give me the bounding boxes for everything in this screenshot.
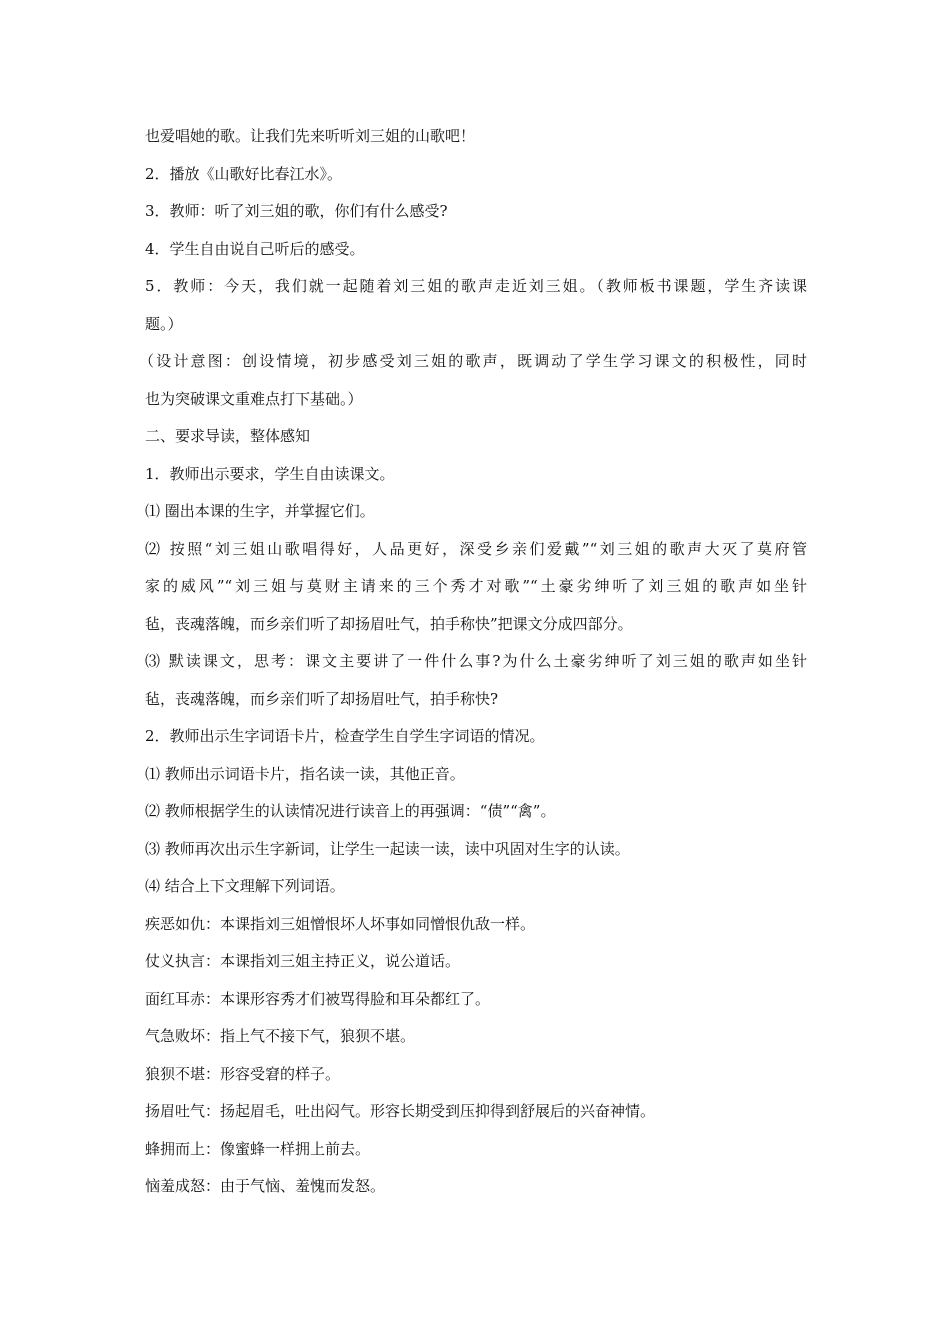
- text-line: 4．学生自由说自己听后的感受。: [145, 239, 365, 258]
- text-line: 3．教师：听了刘三姐的歌，你们有什么感受?: [145, 202, 448, 220]
- text-line: 1．教师出示要求，学生自由读课文。: [145, 464, 395, 483]
- vocabulary-entry: 仗义执言：本课指刘三姐主持正义，说公道话。: [145, 952, 461, 970]
- text-line: 也为突破课文重难点打下基础。）: [145, 389, 363, 408]
- text-line: ⑴ 教师出示词语卡片，指名读一读，其他正音。: [145, 764, 465, 783]
- text-line: 家的威风”“刘三姐与莫财主请来的三个秀才对歌”“土豪劣绅听了刘三姐的歌声如坐针: [145, 577, 807, 595]
- vocabulary-entry: 气急败坏：指上气不接下气，狼狈不堪。: [145, 1027, 416, 1045]
- text-line: （设计意图：创设情境，初步感受刘三姐的歌声，既调动了学生学习课文的积极性，同时: [139, 352, 807, 370]
- text-line: 毡，丧魂落魄，而乡亲们听了却扬眉吐气，拍手称快?: [145, 689, 499, 708]
- text-line: 也爱唱她的歌。让我们先来听听刘三姐的山歌吧！: [145, 127, 476, 145]
- text-line: 5．教师：今天，我们就一起随着刘三姐的歌声走近刘三姐。（教师板书课题，学生齐读课: [145, 277, 807, 295]
- text-line: ⑵ 按照“刘三姐山歌唱得好，人品更好，深受乡亲们爱戴”“刘三姐的歌声大灭了莫府管: [145, 539, 807, 558]
- vocabulary-entry: 蜂拥而上：像蜜蜂一样拥上前去。: [145, 1139, 371, 1158]
- text-line: ⑶ 默读课文，思考：课文主要讲了一件什么事?为什么土豪劣绅听了刘三姐的歌声如坐针: [145, 652, 807, 670]
- vocabulary-entry: 面红耳赤：本课形容秀才们被骂得脸和耳朵都红了。: [145, 989, 491, 1008]
- text-line: 2．播放《山歌好比春江水》。: [145, 164, 343, 183]
- vocabulary-entry: 疾恶如仇：本课指刘三姐憎恨坏人坏事如同憎恨仇敌一样。: [145, 914, 536, 933]
- text-line: 毡，丧魂落魄，而乡亲们听了却扬眉吐气，拍手称快”把课文分成四部分。: [145, 614, 633, 633]
- text-line: 2．教师出示生字词语卡片，检查学生自学生字词语的情况。: [145, 727, 545, 745]
- text-line: 题。）: [145, 314, 183, 333]
- vocabulary-entry: 扬眉吐气：扬起眉毛，吐出闷气。形容长期受到压抑得到舒展后的兴奋神情。: [145, 1102, 656, 1120]
- document-body: [139, 118, 807, 1206]
- text-line: ⑴ 圈出本课的生字，并掌握它们。: [145, 502, 375, 520]
- text-line: ⑶ 教师再次出示生字新词，让学生一起读一读，读中巩固对生字的认读。: [145, 839, 630, 858]
- text-line: ⑵ 教师根据学生的认读情况进行读音上的再强调：“债”“禽”。: [145, 802, 556, 820]
- vocabulary-entry: 狼狈不堪：形容受窘的样子。: [145, 1064, 341, 1083]
- section-heading: 二、要求导读，整体感知: [145, 427, 311, 445]
- vocabulary-entry: 恼羞成怒：由于气恼、羞愧而发怒。: [145, 1177, 386, 1195]
- text-line: ⑷ 结合上下文理解下列词语。: [145, 877, 345, 895]
